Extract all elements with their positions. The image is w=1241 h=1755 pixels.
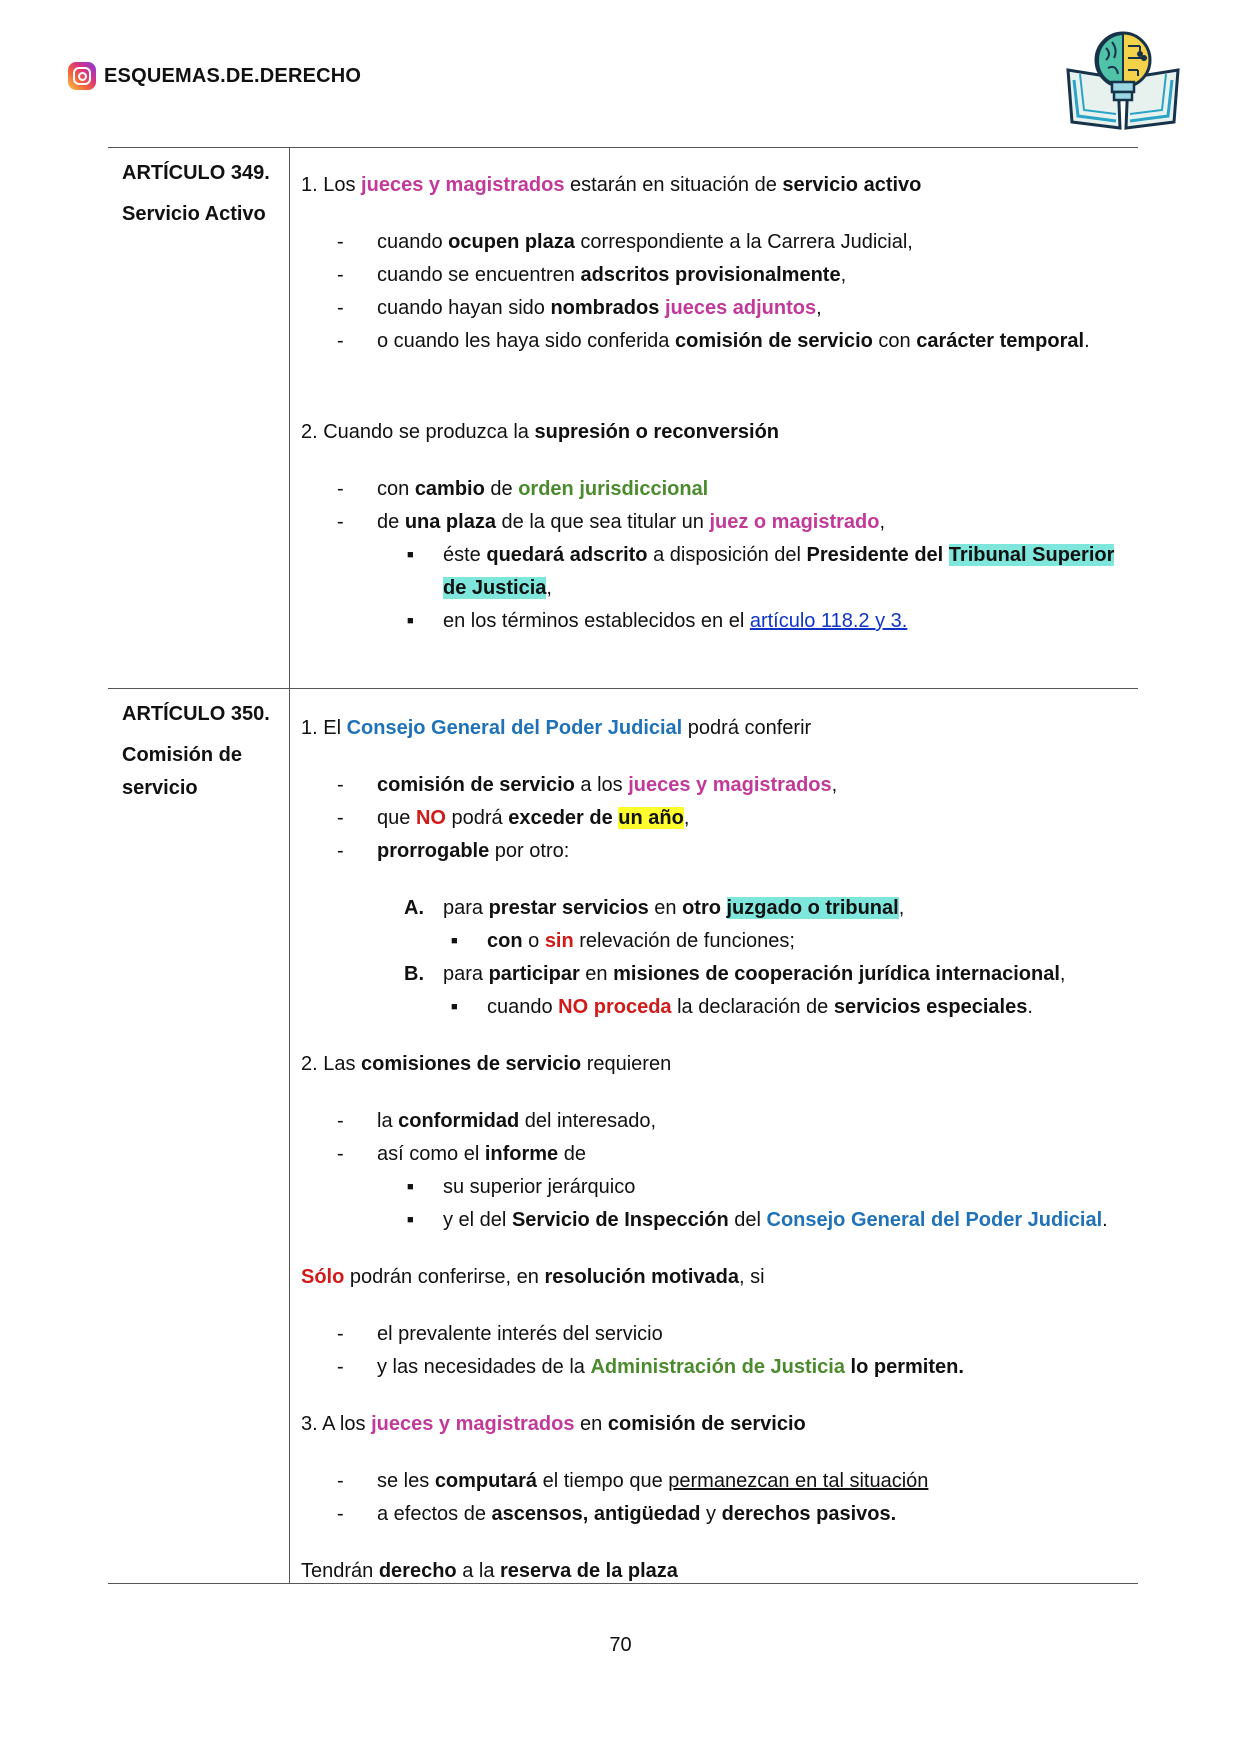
article-349-title: ARTÍCULO 349.	[122, 162, 270, 184]
paragraph-1: 1. Los jueces y magistrados estarán en situación de servicio activo	[301, 174, 922, 196]
paragraph-2: 2. Las comisiones de servicio requieren	[301, 1053, 672, 1075]
list-item: - el prevalente interés del servicio	[301, 1318, 1131, 1351]
list-item: ■ con o sin relevación de funciones;	[301, 925, 1131, 958]
list-item: - cuando hayan sido nombrados jueces adjuntos,	[301, 292, 1131, 325]
list-item: A. para prestar servicios en otro juzgado o tribunal,	[404, 897, 905, 919]
page-header	[68, 62, 361, 90]
article-349-subtitle: Servicio Activo	[122, 203, 266, 225]
list-item: - que NO podrá exceder de un año,	[301, 802, 1131, 835]
purpose-b-sublist	[301, 991, 1131, 1024]
effects-list	[301, 1465, 1131, 1531]
requirements-sublist	[301, 1171, 1131, 1237]
list-item: - se les computará el tiempo que permanezcan en tal situación	[301, 1465, 1131, 1498]
list-item: - cuando se encuentren adscritos provisionalmente,	[301, 259, 1131, 292]
suppression-sublist	[301, 539, 1131, 638]
purpose-list	[301, 892, 1131, 925]
table-row-divider	[108, 688, 1138, 689]
purpose-a-sublist	[301, 925, 1131, 958]
conditions-list	[301, 1318, 1131, 1384]
list-item: - prorrogable por otro:	[301, 835, 1131, 868]
article-350-content	[301, 712, 1131, 1588]
lightbulb-book-logo	[1060, 24, 1186, 134]
table-top-rule	[108, 147, 1138, 148]
paragraph-5: Tendrán derecho a la reserva de la plaza	[301, 1560, 678, 1582]
brand-name: ESQUEMAS.DE.DERECHO	[104, 64, 362, 87]
article-350-subtitle-line2: servicio	[122, 777, 198, 799]
list-item: - con cambio de orden jurisdiccional	[301, 473, 1131, 506]
list-item: ■ cuando NO proceda la declaración de servicios especiales.	[301, 991, 1131, 1024]
paragraph-2: 2. Cuando se produzca la supresión o reconversión	[301, 421, 780, 443]
list-item: - y las necesidades de la Administración de Justicia lo permiten.	[301, 1351, 1131, 1384]
list-item: - así como el informe de	[301, 1138, 1131, 1171]
active-service-list	[301, 226, 1131, 358]
list-item: - comisión de servicio a los jueces y magistrados,	[301, 769, 1131, 802]
list-item: ■ su superior jerárquico	[301, 1171, 1131, 1204]
article-350-title: ARTÍCULO 350.	[122, 703, 270, 725]
suppression-list	[301, 473, 1131, 539]
list-item: ■ y el del Servicio de Inspección del Consejo General del Poder Judicial.	[301, 1204, 1131, 1237]
list-item: - a efectos de ascensos, antigüedad y derechos pasivos.	[301, 1498, 1131, 1531]
purpose-list-b	[301, 958, 1131, 991]
list-item: - o cuando les haya sido conferida comisión de servicio con carácter temporal.	[301, 325, 1131, 358]
list-item: - de una plaza de la que sea titular un juez o magistrado,	[301, 506, 1131, 539]
page-number: 70	[609, 1634, 632, 1656]
list-item: - la conformidad del interesado,	[301, 1105, 1131, 1138]
article-118-link[interactable]: artículo 118.2 y 3.	[749, 610, 908, 632]
paragraph-4: 3. A los jueces y magistrados en comisión de servicio	[301, 1413, 806, 1435]
requirements-list	[301, 1105, 1131, 1171]
article-349-content	[301, 169, 1131, 638]
article-350-subtitle-line1: Comisión de	[122, 744, 243, 766]
list-item: ■ en los términos establecidos en el artículo 118.2 y 3.	[301, 605, 1131, 638]
list-item: ■ éste quedará adscrito a disposición del Presidente del Tribunal Superior de Justicia,	[301, 539, 1131, 605]
paragraph-1: 1. El Consejo General del Poder Judicial podrá conferir	[301, 717, 812, 739]
list-item: - cuando ocupen plaza correspondiente a la Carrera Judicial,	[301, 226, 1131, 259]
commission-list	[301, 769, 1131, 868]
paragraph-3: Sólo podrán conferirse, en resolución motivada, si	[301, 1266, 765, 1288]
table-column-divider	[289, 147, 290, 1584]
list-item: B. para participar en misiones de cooperación jurídica internacional,	[404, 963, 1066, 985]
instagram-icon	[68, 62, 96, 90]
